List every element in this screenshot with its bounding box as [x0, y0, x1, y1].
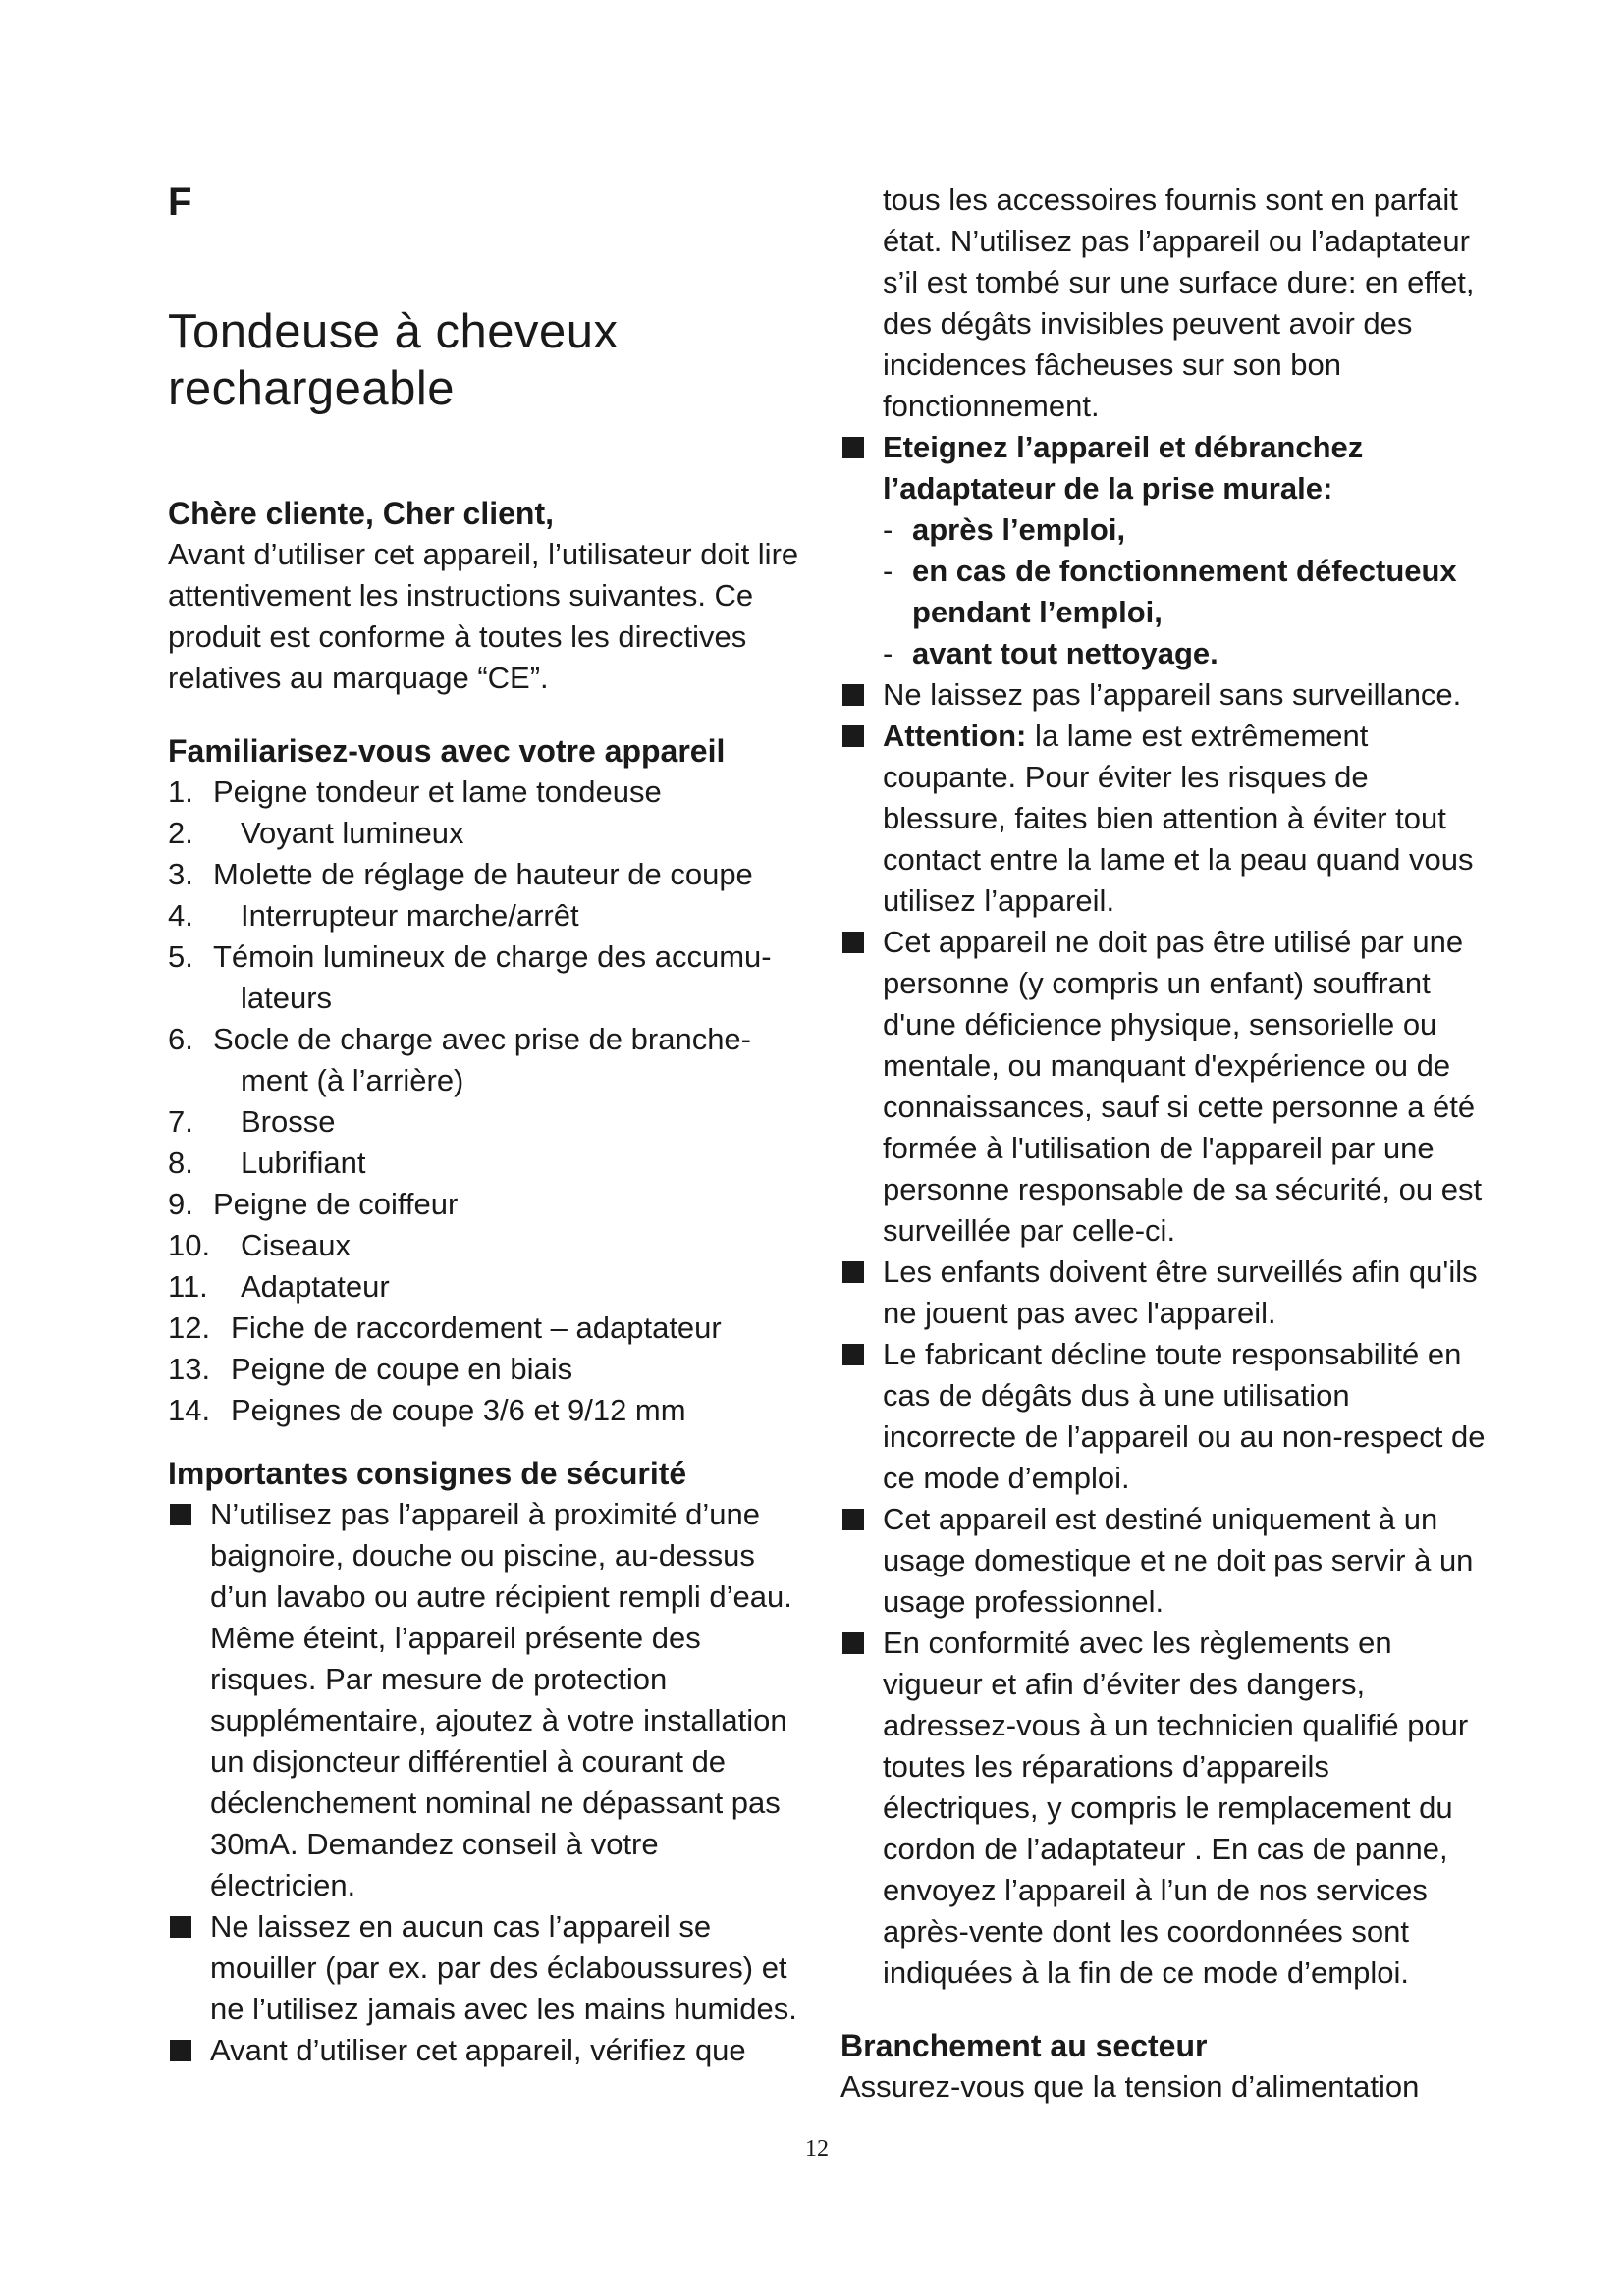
- parts-heading: Familiarisez-vous avec votre appareil: [168, 733, 726, 769]
- list-item: 4. Interrupteur marche/arrêt: [168, 898, 579, 933]
- list-item: Attention: la lame est extrêmement coupante. Pour éviter les risques de blessure, faites bien attention à éviter tout contact entre la lame et la peau quand vous utilisez l’appareil.: [840, 716, 1489, 922]
- intro-text: Avant d’utiliser cet appareil, l’utilisateur doit lire attentivement les instructions suivantes. Ce produit est conforme à toutes les directives relatives au marquage “CE”.: [168, 537, 799, 695]
- list-item: 14. Peignes de coupe 3/6 et 9/12 mm: [168, 1393, 686, 1427]
- square-bullet-icon: [842, 437, 864, 458]
- section-letter: F: [168, 181, 192, 224]
- parts-list: [168, 772, 806, 1431]
- list-item: N’utilisez pas l’appareil à proximité d’une baignoire, douche ou piscine, au-dessus d’un lavabo ou autre récipient rempli d’eau. Même éteint, l’appareil présente des risques. Par mesure de protection supplémentaire, ajoutez à votre installation un disjoncteur différentiel à courant de déclenchement nominal ne dépassant pas 30mA. Demandez conseil à votre électricien.: [168, 1494, 806, 1906]
- square-bullet-icon: [842, 725, 864, 747]
- unplug-dash-list: [883, 509, 1489, 674]
- square-bullet-icon: [170, 1504, 191, 1525]
- list-item: 9. Peigne de coiffeur: [168, 1187, 459, 1221]
- list-item: 1. Peigne tondeur et lame tondeuse: [168, 774, 662, 809]
- list-item: - après l’emploi,: [883, 512, 1126, 547]
- list-item: 10. Ciseaux: [168, 1228, 351, 1262]
- mains-heading: Branchement au secteur: [840, 2028, 1208, 2063]
- list-item: Ne laissez en aucun cas l’appareil se mouiller (par ex. par des éclaboussures) et ne l’utilisez jamais avec les mains humides.: [168, 1906, 806, 2030]
- list-item: Cet appareil est destiné uniquement à un usage domestique et ne doit pas servir à un usage professionnel.: [840, 1499, 1489, 1623]
- mains-text: Assurez-vous que la tension d’alimentation: [840, 2069, 1420, 2104]
- list-item: 13. Peigne de coupe en biais: [168, 1352, 573, 1386]
- list-item: Avant d’utiliser cet appareil, vérifiez que: [168, 2030, 806, 2071]
- list-item: 7. Brosse: [168, 1104, 336, 1139]
- list-item: 5. Témoin lumineux de charge des accumu-lateurs: [168, 939, 772, 1015]
- list-item: 2. Voyant lumineux: [168, 816, 464, 850]
- safety-list-left: [168, 1494, 806, 2071]
- page-title: Tondeuse à cheveux rechargeable: [168, 304, 619, 415]
- right-column: [840, 180, 1489, 2108]
- page-number: 12: [805, 2136, 829, 2162]
- list-item: En conformité avec les règlements en vigueur et afin d’éviter des dangers, adressez-vous à un technicien qualifié pour toutes les réparations d’appareils électriques, y compris le remplacement du cordon de l’adaptateur . En cas de panne, envoyez l’appareil à l’un de nos services après-vente dont les coordonnées sont indiquées à la fin de ce mode d’emploi.: [840, 1623, 1489, 1994]
- square-bullet-icon: [170, 1916, 191, 1938]
- list-item: Cet appareil ne doit pas être utilisé par une personne (y compris un enfant) souffrant d'une déficience physique, sensorielle ou mentale, ou manquant d'expérience ou de connaissances, sauf si cette personne a été formée à l'utilisation de l'appareil par une personne responsable de sa sécurité, ou est surveillée par celle-ci.: [840, 922, 1489, 1252]
- square-bullet-icon: [842, 1632, 864, 1654]
- list-item: - avant tout nettoyage.: [883, 636, 1218, 670]
- safety-continuation: tous les accessoires fournis sont en parfait état. N’utilisez pas l’appareil ou l’adaptateur s’il est tombé sur une surface dure: en effet, des dégâts invisibles peuvent avoir des incidences fâcheuses sur son bon fonctionnement.: [883, 183, 1475, 423]
- list-item: Les enfants doivent être surveillés afin qu'ils ne jouent pas avec l'appareil.: [840, 1252, 1489, 1334]
- safety-heading: Importantes consignes de sécurité: [168, 1456, 687, 1491]
- list-item: - en cas de fonctionnement défectueux pendant l’emploi,: [883, 554, 1457, 629]
- square-bullet-icon: [842, 684, 864, 706]
- safety-list-right: [840, 427, 1489, 1994]
- list-item: 3. Molette de réglage de hauteur de coupe: [168, 857, 753, 891]
- list-item: 12. Fiche de raccordement – adaptateur: [168, 1310, 722, 1345]
- list-item: 11. Adaptateur: [168, 1269, 390, 1304]
- list-item: Le fabricant décline toute responsabilité en cas de dégâts dus à une utilisation incorrecte de l’appareil ou au non-respect de ce mode d’emploi.: [840, 1334, 1489, 1499]
- square-bullet-icon: [170, 2040, 191, 2061]
- list-item: Eteignez l’appareil et débranchez l’adaptateur de la prise murale: - après l’emploi, - en cas de fonctionnement défectueux pendant l’emploi, - avant tout nettoyage.: [840, 427, 1489, 674]
- square-bullet-icon: [842, 1261, 864, 1283]
- list-item: Ne laissez pas l’appareil sans surveillance.: [840, 674, 1489, 716]
- square-bullet-icon: [842, 1344, 864, 1365]
- square-bullet-icon: [842, 1509, 864, 1530]
- list-item: 6. Socle de charge avec prise de branche-ment (à l’arrière): [168, 1022, 751, 1097]
- intro-heading: Chère cliente, Cher client,: [168, 496, 555, 531]
- left-column: [168, 493, 806, 2071]
- square-bullet-icon: [842, 932, 864, 953]
- list-item: 8. Lubrifiant: [168, 1146, 366, 1180]
